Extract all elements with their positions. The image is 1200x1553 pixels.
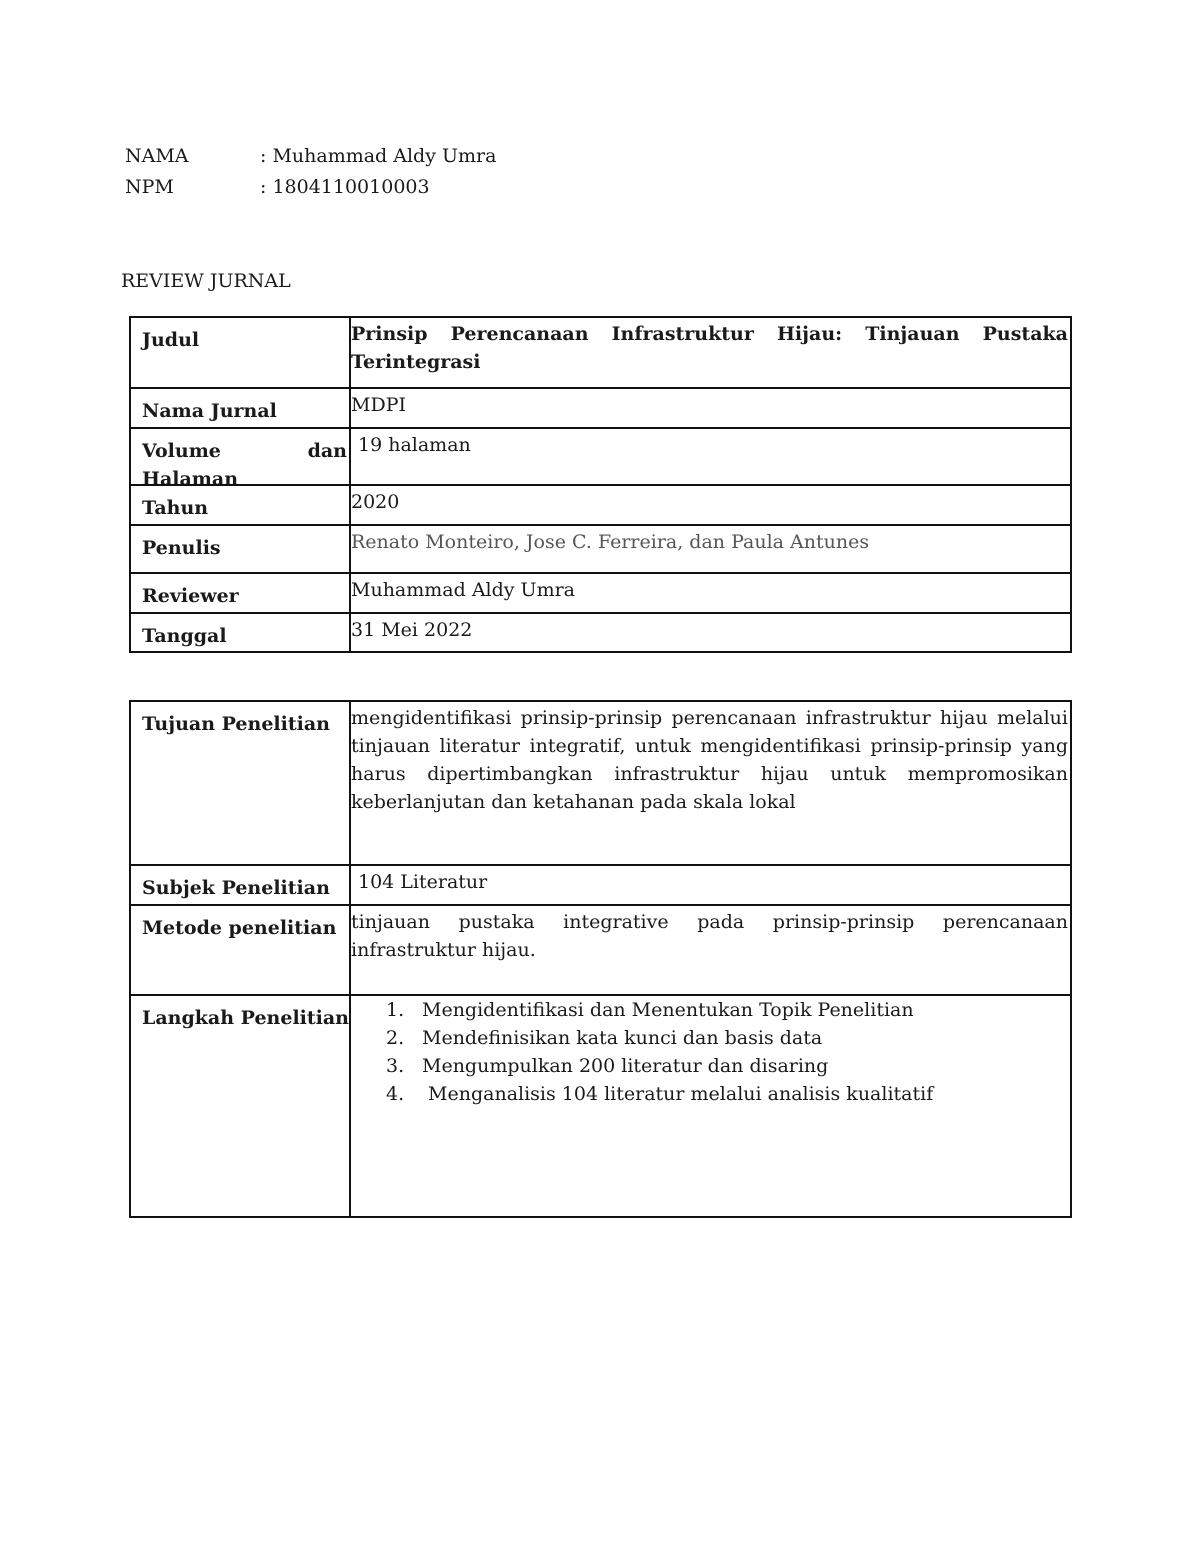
reviewer-label: Reviewer [131, 574, 351, 612]
volume-label [131, 429, 351, 484]
table-row [131, 574, 1070, 614]
table-row [131, 614, 1070, 653]
step-number: 4. [386, 1083, 405, 1105]
list-item [386, 1052, 933, 1080]
npm-value: : 1804110010003 [260, 176, 430, 198]
objective-value: mengidentifikasi prinsip-prinsip perencanaan infrastruktur hijau melalui tinjauan literatur integratif, untuk mengidentifikasi prinsip-prinsip yang harus dipertimbangkan infrastruktur hijau untuk mempromosikan keberlanjutan dan ketahanan pada skala lokal [351, 707, 1068, 813]
npm-label: NPM [125, 176, 174, 198]
name-value: : Muhammad Aldy Umra [260, 145, 497, 167]
volume-label-word: Volume [142, 440, 221, 462]
year-value: 2020 [351, 491, 400, 513]
review-heading: REVIEW JURNAL [121, 270, 291, 292]
step-text: Mengidentifikasi dan Menentukan Topik Penelitian [422, 999, 914, 1021]
table-row [131, 389, 1070, 429]
table-row [131, 526, 1070, 574]
subject-value: 104 Literatur [358, 871, 488, 893]
table-row [131, 996, 1070, 1218]
step-number: 1. [386, 999, 405, 1021]
list-item [386, 1024, 933, 1052]
steps-list [386, 996, 933, 1108]
research-table [129, 700, 1072, 1218]
step-number: 2. [386, 1027, 405, 1049]
list-item [386, 1080, 933, 1108]
journal-name-value: MDPI [351, 394, 406, 416]
step-text: Mendefinisikan kata kunci dan basis data [422, 1027, 823, 1049]
name-label: NAMA [125, 145, 189, 167]
step-text: Mengumpulkan 200 literatur dan disaring [422, 1055, 829, 1077]
authors-label: Penulis [131, 526, 351, 572]
date-label: Tanggal [131, 614, 351, 653]
method-label: Metode penelitian [131, 906, 351, 994]
table-row [131, 486, 1070, 526]
volume-label-and: dan [307, 440, 347, 462]
authors-value: Renato Monteiro, Jose C. Ferreira, dan Paula Antunes [351, 531, 870, 553]
table-row [131, 906, 1070, 996]
volume-label-pages: Halaman [142, 468, 239, 484]
reviewer-value: Muhammad Aldy Umra [351, 579, 575, 601]
table-row [131, 866, 1070, 906]
step-text: Menganalisis 104 literatur melalui analisis kualitatif [422, 1083, 934, 1105]
journal-info-table [129, 316, 1072, 653]
date-value: 31 Mei 2022 [351, 619, 473, 641]
list-item [386, 996, 933, 1024]
table-row [131, 429, 1070, 486]
method-value: tinjauan pustaka integrative pada prinsip-prinsip perencanaan infrastruktur hijau. [351, 911, 1068, 961]
title-label: Judul [131, 318, 351, 387]
steps-label: Langkah Penelitian [131, 996, 351, 1218]
title-value: Prinsip Perencanaan Infrastruktur Hijau: Tinjauan Pustaka Terintegrasi [351, 323, 1068, 373]
step-number: 3. [386, 1055, 405, 1077]
journal-name-label: Nama Jurnal [131, 389, 351, 427]
year-label: Tahun [131, 486, 351, 524]
objective-label: Tujuan Penelitian [131, 702, 351, 864]
volume-value: 19 halaman [358, 434, 471, 456]
table-row [131, 318, 1070, 389]
subject-label: Subjek Penelitian [131, 866, 351, 904]
table-row [131, 702, 1070, 866]
